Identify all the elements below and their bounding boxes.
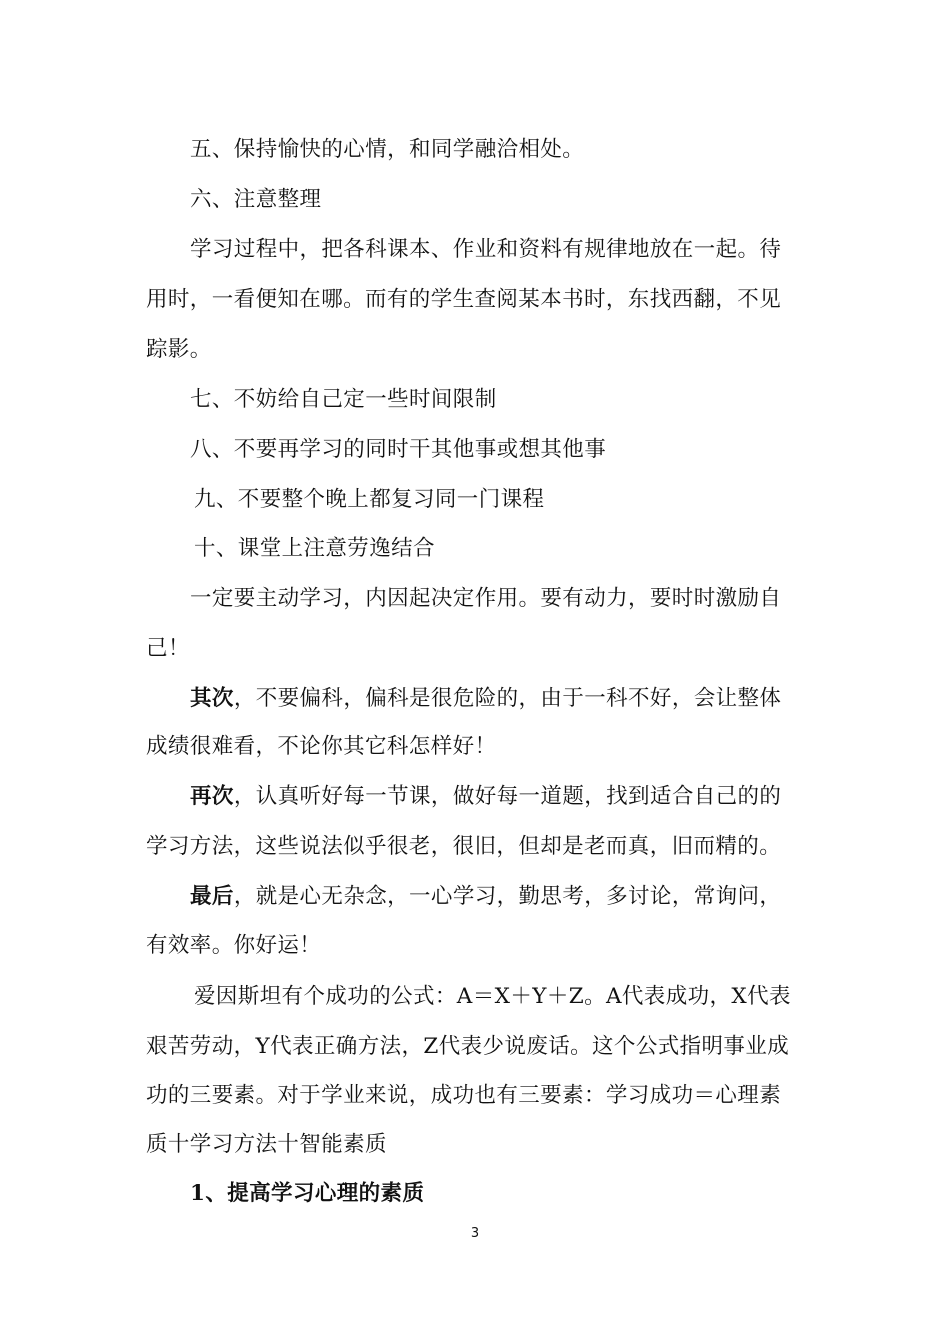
text-line bbox=[190, 436, 950, 464]
line-text: 用时，一看便知在哪。而有的学生查阅某本书时，东找西翻，不见 bbox=[146, 287, 782, 312]
text-line bbox=[194, 535, 950, 563]
text-line bbox=[190, 236, 950, 264]
text-line bbox=[146, 286, 950, 314]
text-line bbox=[146, 932, 950, 960]
line-text: 己！ bbox=[146, 636, 190, 661]
page-number: 3 bbox=[470, 1226, 480, 1241]
bold-lead: 1、提高学习心理的素质 bbox=[190, 1181, 425, 1206]
bold-lead: 再次 bbox=[190, 784, 234, 809]
bold-lead: 最后 bbox=[190, 884, 234, 909]
text-line bbox=[194, 983, 950, 1011]
line-text: ，认真听好每一节课，做好每一道题，找到适合自己的的 bbox=[233, 784, 782, 809]
line-text: 成绩很难看，不论你其它科怎样好！ bbox=[146, 734, 497, 759]
line-text: 十、课堂上注意劳逸结合 bbox=[194, 536, 435, 561]
line-text: 六、注意整理 bbox=[190, 187, 322, 212]
line-text: 八、不要再学习的同时干其他事或想其他事 bbox=[190, 437, 607, 462]
line-text: 学习方法，这些说法似乎很老，很旧，但却是老而真，旧而精的。 bbox=[146, 834, 782, 859]
text-line bbox=[146, 1131, 950, 1159]
line-text: 爱因斯坦有个成功的公式：A＝X＋Y＋Z。A代表成功，X代表 bbox=[194, 984, 791, 1009]
text-line bbox=[190, 685, 950, 713]
text-line bbox=[194, 486, 950, 514]
text-line bbox=[190, 1180, 950, 1208]
line-text: 踪影。 bbox=[146, 337, 212, 362]
line-text: 艰苦劳动，Y代表正确方法，Z代表少说废话。这个公式指明事业成 bbox=[146, 1034, 790, 1059]
line-text: 有效率。你好运！ bbox=[146, 933, 322, 958]
text-line bbox=[146, 336, 950, 364]
text-line bbox=[146, 833, 950, 861]
text-line bbox=[146, 1033, 950, 1061]
line-text: ，就是心无杂念，一心学习，勤思考，多讨论，常询问， bbox=[233, 884, 782, 909]
text-line bbox=[190, 186, 950, 214]
line-text: 质十学习方法十智能素质 bbox=[146, 1132, 387, 1157]
bold-lead: 其次 bbox=[190, 686, 234, 711]
text-line bbox=[190, 783, 950, 811]
line-text: ，不要偏科，偏科是很危险的，由于一科不好，会让整体 bbox=[233, 686, 782, 711]
line-text: 学习过程中，把各科课本、作业和资料有规律地放在一起。待 bbox=[190, 237, 782, 262]
line-text: 七、不妨给自己定一些时间限制 bbox=[190, 387, 497, 412]
line-text: 九、不要整个晚上都复习同一门课程 bbox=[194, 487, 545, 512]
text-line bbox=[190, 136, 950, 164]
text-line bbox=[146, 635, 950, 663]
text-line bbox=[190, 585, 950, 613]
line-text: 五、保持愉快的心情，和同学融洽相处。 bbox=[190, 137, 585, 162]
text-line bbox=[146, 733, 950, 761]
line-text: 一定要主动学习，内因起决定作用。要有动力，要时时激励自 bbox=[190, 586, 782, 611]
text-line bbox=[190, 386, 950, 414]
text-line bbox=[146, 1082, 950, 1110]
text-line bbox=[190, 883, 950, 911]
line-text: 功的三要素。对于学业来说，成功也有三要素：学习成功＝心理素 bbox=[146, 1083, 782, 1108]
